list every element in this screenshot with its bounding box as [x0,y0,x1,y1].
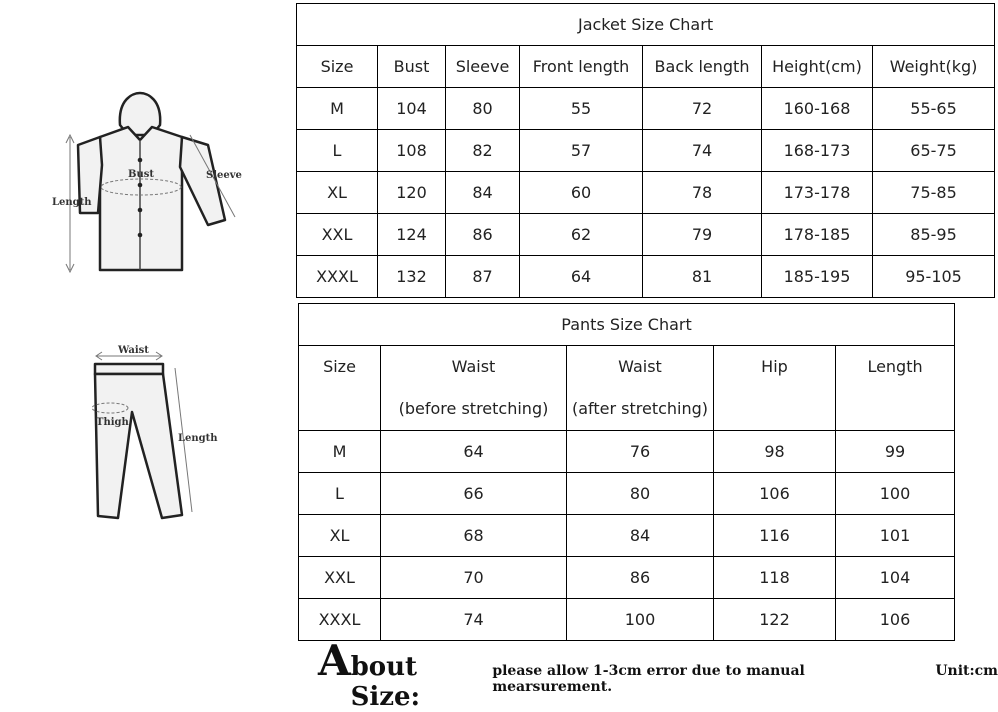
table-cell: 72 [643,88,762,130]
table-cell: 55 [520,88,643,130]
table-cell: 100 [567,599,714,641]
table-cell: 104 [378,88,446,130]
header-cell [714,346,836,431]
pants-table-title: Pants Size Chart [299,304,955,346]
table-cell: 82 [446,130,520,172]
table-cell: 101 [836,515,955,557]
table-cell: 85-95 [873,214,995,256]
table-cell: 64 [520,256,643,298]
table-row [299,431,955,473]
note-heading: bout Size: [350,652,421,712]
table-cell: 65-75 [873,130,995,172]
table-cell: 86 [446,214,520,256]
table-cell: 74 [381,599,567,641]
table-cell: L [297,130,378,172]
table-cell: 80 [567,473,714,515]
table-cell: 108 [378,130,446,172]
pants-size-table [298,303,955,641]
pants-length-label: Length [178,433,218,444]
table-cell: 104 [836,557,955,599]
table-cell: 84 [567,515,714,557]
header-cell: Weight(kg) [873,46,995,88]
header-cell [299,346,381,431]
header-cell: Size [297,46,378,88]
header-cell [381,346,567,431]
table-row [297,172,995,214]
header-line: Length [867,357,923,376]
table-cell: L [299,473,381,515]
table-cell: 185-195 [762,256,873,298]
table-cell: 173-178 [762,172,873,214]
table-row [299,515,955,557]
table-cell: 95-105 [873,256,995,298]
table-cell: 106 [714,473,836,515]
table-cell: 99 [836,431,955,473]
table-cell: 74 [643,130,762,172]
table-cell: 122 [714,599,836,641]
table-cell: 75-85 [873,172,995,214]
table-cell: 80 [446,88,520,130]
table-cell: 64 [381,431,567,473]
table-cell: 160-168 [762,88,873,130]
table-cell: 79 [643,214,762,256]
table-cell: 106 [836,599,955,641]
jacket-illustration [40,85,255,285]
header-line: Waist [451,357,496,376]
table-row [297,214,995,256]
table-cell: 62 [520,214,643,256]
table-cell: 81 [643,256,762,298]
waist-label: Waist [118,345,149,356]
unit-label: Unit:cm [935,663,998,679]
table-cell: 178-185 [762,214,873,256]
about-size-note [318,636,998,712]
pants-illustration [70,340,240,525]
header-cell [836,346,955,431]
table-cell: XXL [299,557,381,599]
note-big-letter: A [318,636,351,685]
table-cell: 68 [381,515,567,557]
table-cell: 70 [381,557,567,599]
thigh-label: Thigh [96,417,129,428]
table-row [299,473,955,515]
table-cell: XXXL [299,599,381,641]
table-cell: 116 [714,515,836,557]
table-cell: XL [297,172,378,214]
table-cell: 84 [446,172,520,214]
table-cell: 118 [714,557,836,599]
jacket-size-table [296,3,995,298]
table-cell: 57 [520,130,643,172]
table-cell: XXL [297,214,378,256]
header-cell: Front length [520,46,643,88]
table-cell: XXXL [297,256,378,298]
bust-label: Bust [128,169,154,180]
table-cell: 78 [643,172,762,214]
table-row [297,130,995,172]
header-line: Waist [618,357,662,376]
jacket-length-label: Length [52,197,92,208]
table-cell: 124 [378,214,446,256]
header-cell: Bust [378,46,446,88]
table-cell: 76 [567,431,714,473]
jacket-table-title: Jacket Size Chart [297,4,995,46]
header-cell: Sleeve [446,46,520,88]
pants-header-row [299,346,955,431]
table-cell: 120 [378,172,446,214]
header-line: Size [323,357,356,376]
header-line: (before stretching) [398,399,549,418]
table-cell: 168-173 [762,130,873,172]
header-cell: Back length [643,46,762,88]
table-cell: 87 [446,256,520,298]
note-message: please allow 1-3cm error due to manual mearsurement. [492,663,805,695]
sleeve-label: Sleeve [206,170,242,181]
table-cell: 98 [714,431,836,473]
header-line: (after stretching) [571,399,709,418]
table-cell: M [297,88,378,130]
table-row [299,557,955,599]
table-cell: 132 [378,256,446,298]
table-cell: XL [299,515,381,557]
table-cell: 66 [381,473,567,515]
table-cell: 86 [567,557,714,599]
header-cell: Height(cm) [762,46,873,88]
table-cell: 60 [520,172,643,214]
table-row [297,256,995,298]
header-line: Hip [761,357,788,376]
table-cell: 100 [836,473,955,515]
table-row [299,599,955,641]
header-cell [567,346,714,431]
table-row [297,88,995,130]
jacket-header-row [297,46,995,88]
table-cell: M [299,431,381,473]
table-cell: 55-65 [873,88,995,130]
